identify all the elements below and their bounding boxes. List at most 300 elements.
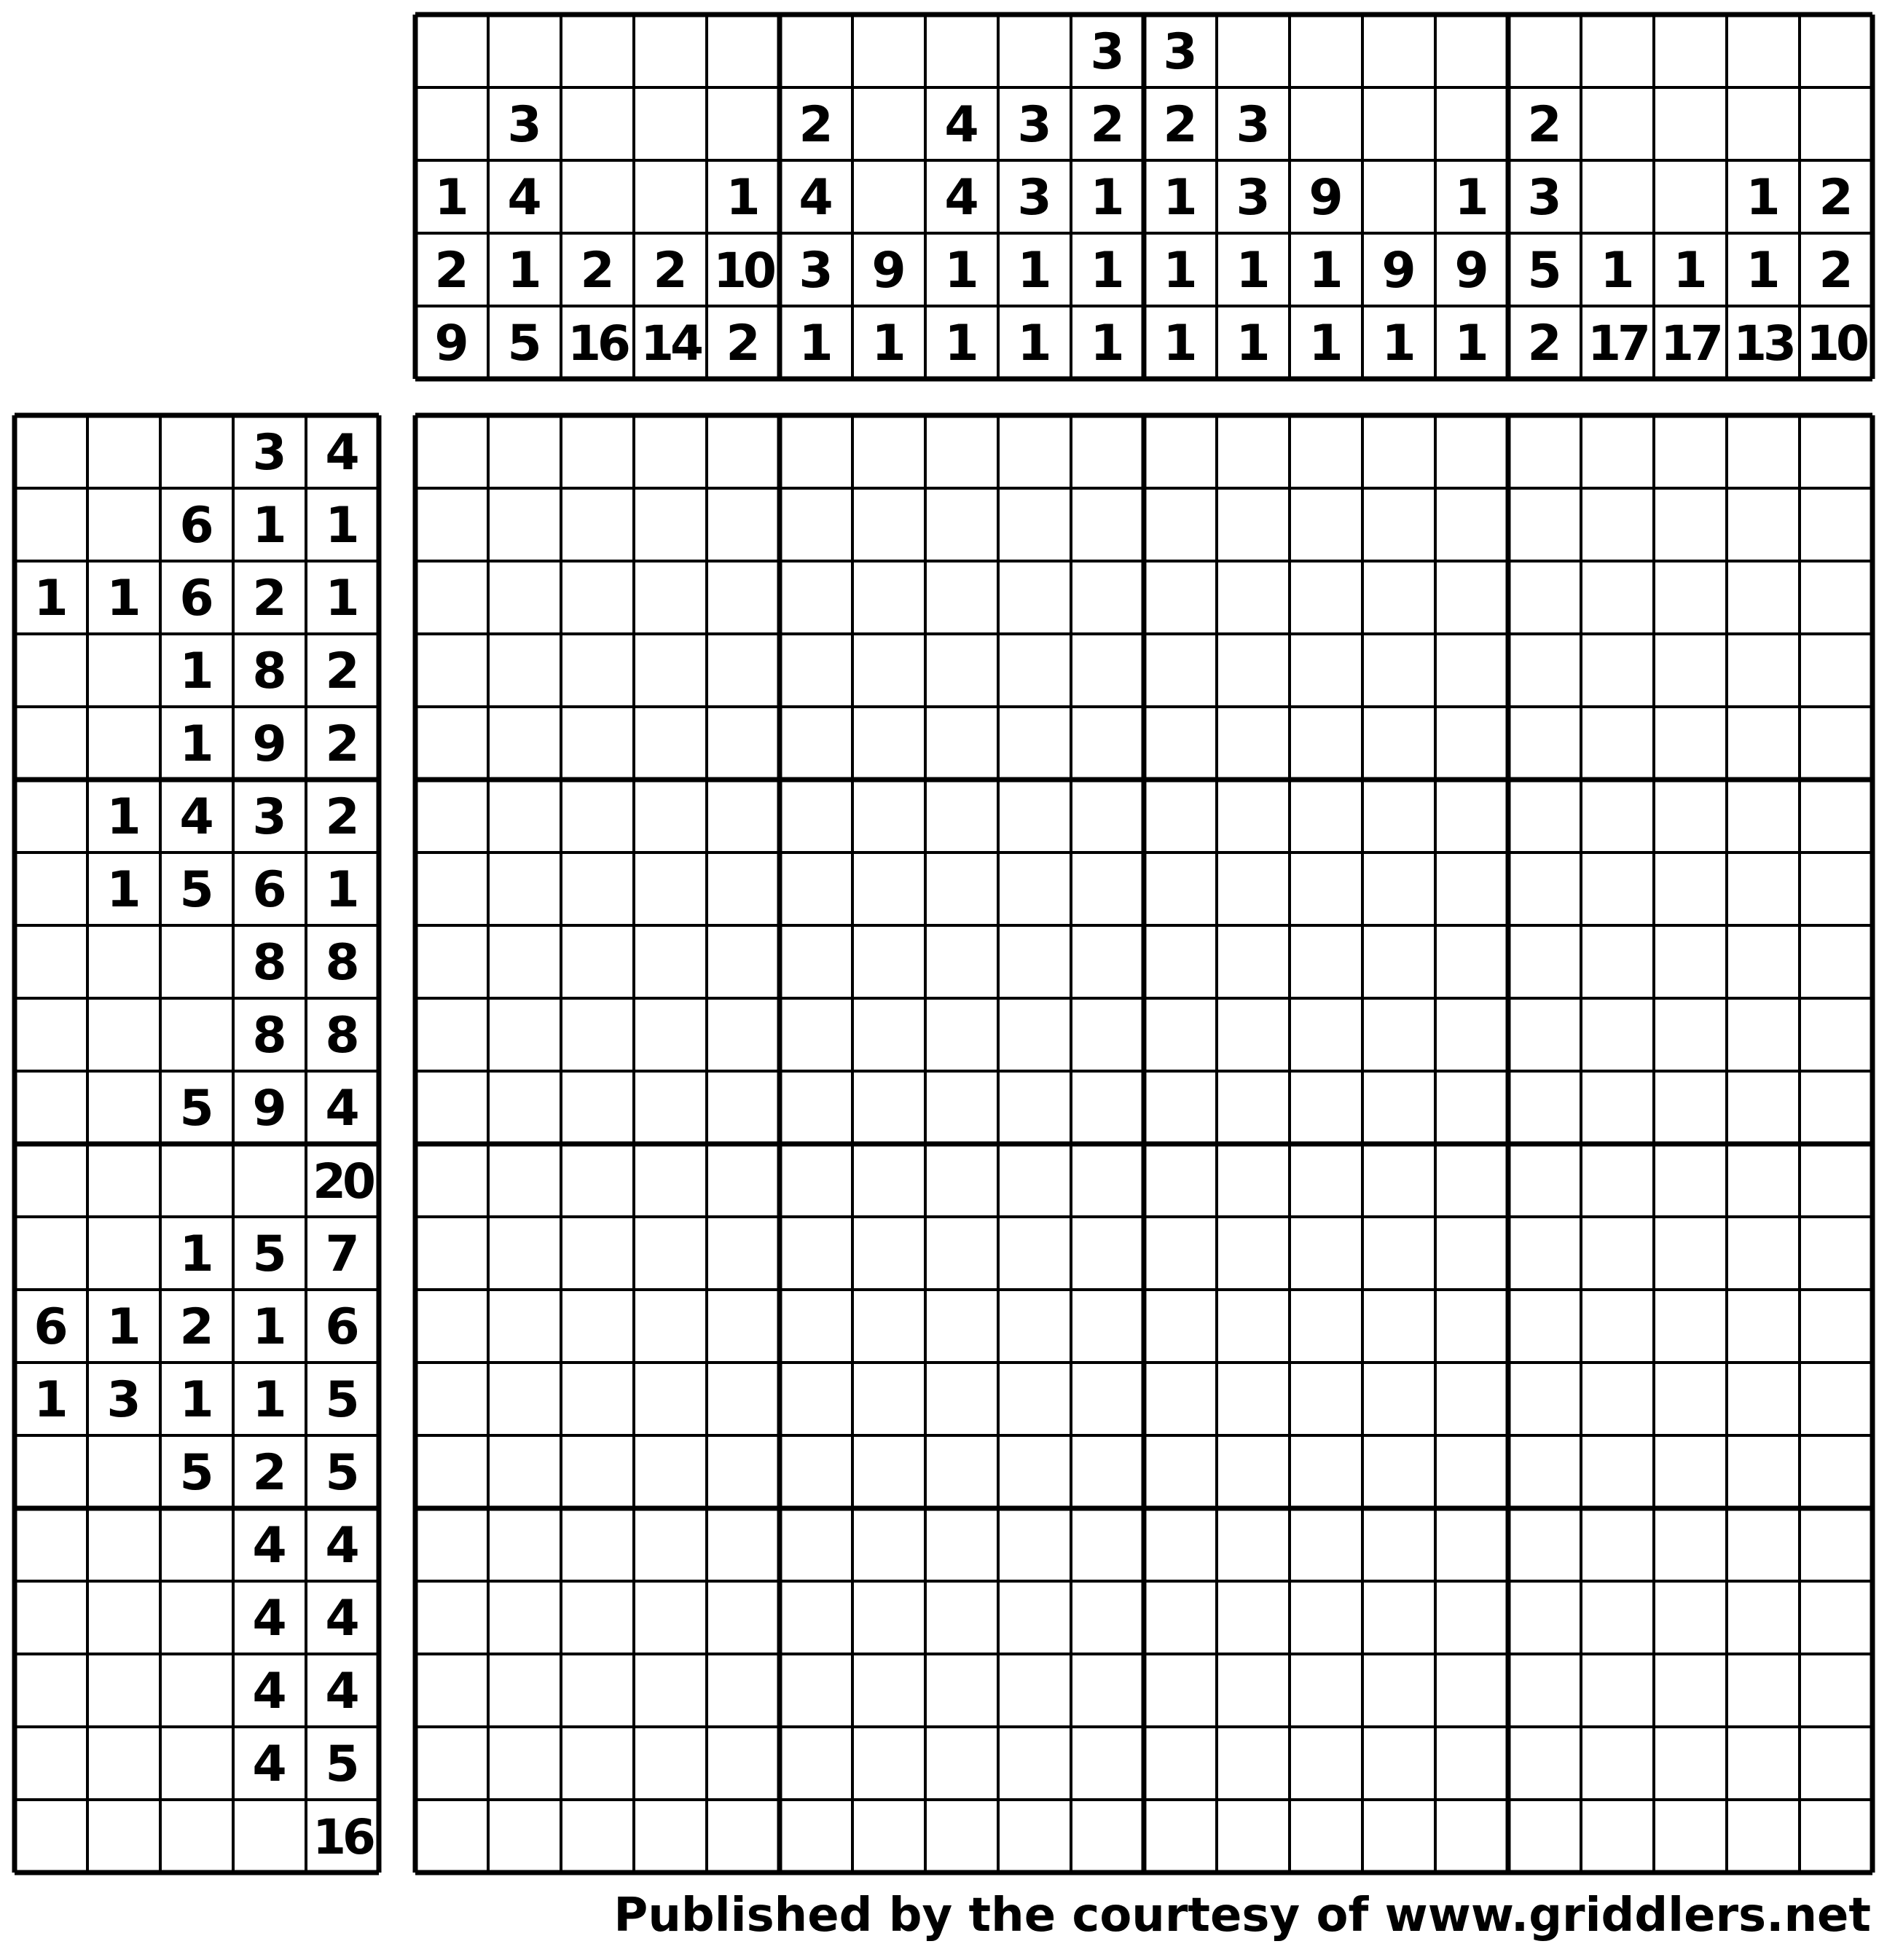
grid-cell[interactable] (561, 707, 634, 780)
grid-cell[interactable] (488, 561, 561, 634)
grid-cell[interactable] (1071, 780, 1144, 852)
grid-cell[interactable] (1508, 852, 1581, 925)
grid-cell[interactable] (1435, 634, 1508, 707)
grid-cell[interactable] (852, 1654, 925, 1727)
grid-cell[interactable] (1435, 1217, 1508, 1290)
grid-cell[interactable] (1581, 1727, 1654, 1800)
grid-cell[interactable] (1508, 1435, 1581, 1508)
grid-cell[interactable] (1654, 1144, 1727, 1217)
grid-cell[interactable] (634, 780, 707, 852)
grid-cell[interactable] (1508, 780, 1581, 852)
grid-cell[interactable] (1071, 1144, 1144, 1217)
grid-cell[interactable] (1362, 1217, 1435, 1290)
grid-cell[interactable] (634, 925, 707, 998)
grid-cell[interactable] (488, 1363, 561, 1435)
grid-cell[interactable] (1435, 1654, 1508, 1727)
grid-cell[interactable] (488, 1290, 561, 1363)
grid-cell[interactable] (1217, 1071, 1290, 1144)
grid-cell[interactable] (1362, 852, 1435, 925)
grid-cell[interactable] (998, 1144, 1071, 1217)
grid-cell[interactable] (634, 1800, 707, 1873)
grid-cell[interactable] (780, 1800, 852, 1873)
grid-cell[interactable] (780, 561, 852, 634)
grid-cell[interactable] (634, 998, 707, 1071)
grid-cell[interactable] (1727, 925, 1800, 998)
grid-cell[interactable] (1071, 1508, 1144, 1581)
grid-cell[interactable] (1290, 1508, 1362, 1581)
grid-cell[interactable] (1290, 415, 1362, 488)
grid-cell[interactable] (1362, 1144, 1435, 1217)
grid-cell[interactable] (488, 780, 561, 852)
grid-cell[interactable] (780, 1435, 852, 1508)
grid-cell[interactable] (1727, 488, 1800, 561)
grid-cell[interactable] (1581, 1800, 1654, 1873)
grid-cell[interactable] (1435, 780, 1508, 852)
grid-cell[interactable] (561, 1800, 634, 1873)
grid-cell[interactable] (998, 1217, 1071, 1290)
grid-cell[interactable] (707, 998, 780, 1071)
grid-cell[interactable] (852, 780, 925, 852)
grid-cell[interactable] (488, 1727, 561, 1800)
grid-cell[interactable] (1217, 561, 1290, 634)
grid-cell[interactable] (1581, 1290, 1654, 1363)
grid-cell[interactable] (1362, 1727, 1435, 1800)
grid-cell[interactable] (1144, 1581, 1217, 1654)
grid-cell[interactable] (415, 707, 488, 780)
grid-cell[interactable] (1290, 780, 1362, 852)
grid-cell[interactable] (1727, 1654, 1800, 1727)
grid-cell[interactable] (998, 707, 1071, 780)
grid-cell[interactable] (1144, 1800, 1217, 1873)
grid-cell[interactable] (634, 561, 707, 634)
grid-cell[interactable] (1290, 1654, 1362, 1727)
grid-cell[interactable] (1435, 415, 1508, 488)
grid-cell[interactable] (1800, 1508, 1872, 1581)
grid-cell[interactable] (1800, 1071, 1872, 1144)
grid-cell[interactable] (780, 1727, 852, 1800)
grid-cell[interactable] (1727, 415, 1800, 488)
grid-cell[interactable] (925, 1800, 998, 1873)
grid-cell[interactable] (852, 634, 925, 707)
grid-cell[interactable] (561, 1435, 634, 1508)
grid-cell[interactable] (1071, 707, 1144, 780)
grid-cell[interactable] (1144, 852, 1217, 925)
grid-cell[interactable] (1581, 998, 1654, 1071)
grid-cell[interactable] (780, 852, 852, 925)
grid-cell[interactable] (1071, 1071, 1144, 1144)
grid-cell[interactable] (1362, 561, 1435, 634)
grid-cell[interactable] (634, 1290, 707, 1363)
grid-cell[interactable] (925, 561, 998, 634)
grid-cell[interactable] (634, 1144, 707, 1217)
grid-cell[interactable] (634, 852, 707, 925)
grid-cell[interactable] (415, 1800, 488, 1873)
grid-cell[interactable] (1362, 634, 1435, 707)
grid-cell[interactable] (707, 1508, 780, 1581)
grid-cell[interactable] (1290, 1071, 1362, 1144)
grid-cell[interactable] (1435, 852, 1508, 925)
grid-cell[interactable] (1654, 1800, 1727, 1873)
grid-cell[interactable] (852, 1800, 925, 1873)
grid-cell[interactable] (1727, 1435, 1800, 1508)
grid-cell[interactable] (1800, 415, 1872, 488)
grid-cell[interactable] (1144, 998, 1217, 1071)
grid-cell[interactable] (1071, 1581, 1144, 1654)
grid-cell[interactable] (1800, 1800, 1872, 1873)
grid-cell[interactable] (1727, 1363, 1800, 1435)
grid-cell[interactable] (1654, 707, 1727, 780)
grid-cell[interactable] (1217, 415, 1290, 488)
grid-cell[interactable] (925, 634, 998, 707)
grid-cell[interactable] (634, 1363, 707, 1435)
grid-cell[interactable] (1435, 1800, 1508, 1873)
grid-cell[interactable] (1290, 1217, 1362, 1290)
grid-cell[interactable] (1071, 1290, 1144, 1363)
grid-cell[interactable] (1217, 488, 1290, 561)
grid-cell[interactable] (998, 780, 1071, 852)
grid-cell[interactable] (1800, 1654, 1872, 1727)
grid-cell[interactable] (488, 1581, 561, 1654)
grid-cell[interactable] (1727, 1800, 1800, 1873)
grid-cell[interactable] (1508, 1727, 1581, 1800)
grid-cell[interactable] (1508, 998, 1581, 1071)
grid-cell[interactable] (488, 634, 561, 707)
grid-cell[interactable] (1290, 1800, 1362, 1873)
grid-cell[interactable] (1508, 1800, 1581, 1873)
grid-cell[interactable] (1362, 1290, 1435, 1363)
grid-cell[interactable] (998, 1290, 1071, 1363)
grid-cell[interactable] (1508, 1363, 1581, 1435)
grid-cell[interactable] (1800, 852, 1872, 925)
grid-cell[interactable] (780, 1217, 852, 1290)
grid-cell[interactable] (1508, 1508, 1581, 1581)
grid-cell[interactable] (1800, 780, 1872, 852)
grid-cell[interactable] (998, 1727, 1071, 1800)
grid-cell[interactable] (852, 1217, 925, 1290)
grid-cell[interactable] (1435, 1071, 1508, 1144)
grid-cell[interactable] (1581, 852, 1654, 925)
grid-cell[interactable] (1581, 707, 1654, 780)
grid-cell[interactable] (1654, 852, 1727, 925)
grid-cell[interactable] (1071, 998, 1144, 1071)
grid-cell[interactable] (415, 1581, 488, 1654)
grid-cell[interactable] (1727, 1581, 1800, 1654)
grid-cell[interactable] (998, 1800, 1071, 1873)
grid-cell[interactable] (998, 1363, 1071, 1435)
grid-cell[interactable] (1654, 1581, 1727, 1654)
grid-cell[interactable] (1144, 1654, 1217, 1727)
grid-cell[interactable] (634, 1654, 707, 1727)
grid-cell[interactable] (1071, 415, 1144, 488)
grid-cell[interactable] (1581, 1508, 1654, 1581)
grid-cell[interactable] (634, 1581, 707, 1654)
grid-cell[interactable] (1362, 488, 1435, 561)
grid-cell[interactable] (1362, 780, 1435, 852)
grid-cell[interactable] (415, 1217, 488, 1290)
grid-cell[interactable] (1290, 561, 1362, 634)
grid-cell[interactable] (707, 561, 780, 634)
grid-cell[interactable] (998, 1654, 1071, 1727)
grid-cell[interactable] (488, 415, 561, 488)
grid-cell[interactable] (852, 1727, 925, 1800)
grid-cell[interactable] (925, 1508, 998, 1581)
grid-cell[interactable] (1727, 1508, 1800, 1581)
grid-cell[interactable] (852, 488, 925, 561)
grid-cell[interactable] (1800, 1363, 1872, 1435)
grid-cell[interactable] (415, 852, 488, 925)
grid-cell[interactable] (1800, 634, 1872, 707)
grid-cell[interactable] (1217, 1654, 1290, 1727)
grid-cell[interactable] (1071, 1217, 1144, 1290)
grid-cell[interactable] (780, 1654, 852, 1727)
grid-cell[interactable] (707, 780, 780, 852)
grid-cell[interactable] (488, 852, 561, 925)
grid-cell[interactable] (925, 415, 998, 488)
grid-cell[interactable] (998, 1071, 1071, 1144)
grid-cell[interactable] (1071, 1800, 1144, 1873)
grid-cell[interactable] (561, 561, 634, 634)
grid-cell[interactable] (1581, 1217, 1654, 1290)
grid-cell[interactable] (1654, 415, 1727, 488)
grid-cell[interactable] (780, 1144, 852, 1217)
grid-cell[interactable] (925, 1144, 998, 1217)
grid-cell[interactable] (852, 925, 925, 998)
grid-cell[interactable] (1217, 852, 1290, 925)
grid-cell[interactable] (1217, 634, 1290, 707)
grid-cell[interactable] (561, 1217, 634, 1290)
grid-cell[interactable] (634, 415, 707, 488)
grid-cell[interactable] (780, 1581, 852, 1654)
grid-cell[interactable] (415, 1363, 488, 1435)
grid-cell[interactable] (707, 1144, 780, 1217)
grid-cell[interactable] (561, 1581, 634, 1654)
grid-cell[interactable] (852, 415, 925, 488)
grid-cell[interactable] (1800, 488, 1872, 561)
grid-cell[interactable] (707, 1290, 780, 1363)
grid-cell[interactable] (1362, 1508, 1435, 1581)
grid-cell[interactable] (1727, 1217, 1800, 1290)
grid-cell[interactable] (1217, 1363, 1290, 1435)
grid-cell[interactable] (488, 488, 561, 561)
grid-cell[interactable] (1217, 1800, 1290, 1873)
grid-cell[interactable] (998, 925, 1071, 998)
grid-cell[interactable] (852, 1581, 925, 1654)
grid-cell[interactable] (1362, 1800, 1435, 1873)
grid-cell[interactable] (634, 488, 707, 561)
grid-cell[interactable] (634, 634, 707, 707)
grid-cell[interactable] (415, 1435, 488, 1508)
grid-cell[interactable] (561, 998, 634, 1071)
grid-cell[interactable] (998, 852, 1071, 925)
grid-cell[interactable] (998, 1508, 1071, 1581)
grid-cell[interactable] (1727, 1727, 1800, 1800)
grid-cell[interactable] (1581, 1071, 1654, 1144)
grid-cell[interactable] (1581, 561, 1654, 634)
grid-cell[interactable] (415, 1654, 488, 1727)
grid-cell[interactable] (707, 1654, 780, 1727)
grid-cell[interactable] (925, 707, 998, 780)
grid-cell[interactable] (1217, 1144, 1290, 1217)
grid-cell[interactable] (1071, 561, 1144, 634)
grid-cell[interactable] (415, 1508, 488, 1581)
grid-cell[interactable] (415, 1727, 488, 1800)
grid-cell[interactable] (1290, 1435, 1362, 1508)
grid-cell[interactable] (707, 415, 780, 488)
grid-cell[interactable] (707, 1435, 780, 1508)
grid-cell[interactable] (1508, 1071, 1581, 1144)
grid-cell[interactable] (925, 1290, 998, 1363)
grid-cell[interactable] (780, 998, 852, 1071)
grid-cell[interactable] (852, 707, 925, 780)
grid-cell[interactable] (707, 925, 780, 998)
grid-cell[interactable] (415, 925, 488, 998)
grid-cell[interactable] (1071, 1654, 1144, 1727)
grid-cell[interactable] (1727, 780, 1800, 852)
grid-cell[interactable] (1654, 1654, 1727, 1727)
grid-cell[interactable] (998, 415, 1071, 488)
grid-cell[interactable] (1071, 1435, 1144, 1508)
grid-cell[interactable] (707, 707, 780, 780)
grid-cell[interactable] (707, 852, 780, 925)
grid-cell[interactable] (1581, 1363, 1654, 1435)
grid-cell[interactable] (1508, 925, 1581, 998)
grid-cell[interactable] (1217, 780, 1290, 852)
grid-cell[interactable] (925, 1071, 998, 1144)
grid-cell[interactable] (1217, 998, 1290, 1071)
grid-cell[interactable] (1071, 852, 1144, 925)
grid-cell[interactable] (1800, 925, 1872, 998)
grid-cell[interactable] (1508, 488, 1581, 561)
grid-cell[interactable] (634, 707, 707, 780)
grid-cell[interactable] (1362, 925, 1435, 998)
grid-cell[interactable] (852, 1144, 925, 1217)
grid-cell[interactable] (1435, 707, 1508, 780)
grid-cell[interactable] (561, 1363, 634, 1435)
grid-cell[interactable] (852, 998, 925, 1071)
grid-cell[interactable] (561, 488, 634, 561)
grid-cell[interactable] (1435, 1727, 1508, 1800)
grid-cell[interactable] (1800, 1435, 1872, 1508)
grid-cell[interactable] (1362, 1071, 1435, 1144)
grid-cell[interactable] (1435, 1581, 1508, 1654)
grid-cell[interactable] (1144, 1435, 1217, 1508)
grid-cell[interactable] (925, 1727, 998, 1800)
grid-cell[interactable] (1800, 1290, 1872, 1363)
grid-cell[interactable] (707, 1363, 780, 1435)
grid-cell[interactable] (1435, 1290, 1508, 1363)
grid-cell[interactable] (1435, 1144, 1508, 1217)
grid-cell[interactable] (488, 1071, 561, 1144)
grid-cell[interactable] (1362, 1435, 1435, 1508)
grid-cell[interactable] (852, 1290, 925, 1363)
grid-cell[interactable] (488, 707, 561, 780)
grid-cell[interactable] (707, 1217, 780, 1290)
grid-cell[interactable] (1290, 707, 1362, 780)
grid-cell[interactable] (1217, 1217, 1290, 1290)
grid-cell[interactable] (1581, 1654, 1654, 1727)
grid-cell[interactable] (1144, 1363, 1217, 1435)
grid-cell[interactable] (415, 561, 488, 634)
grid-cell[interactable] (1654, 1435, 1727, 1508)
grid-cell[interactable] (707, 634, 780, 707)
grid-cell[interactable] (780, 1071, 852, 1144)
grid-cell[interactable] (1508, 1144, 1581, 1217)
grid-cell[interactable] (488, 998, 561, 1071)
grid-cell[interactable] (415, 488, 488, 561)
grid-cell[interactable] (1290, 1363, 1362, 1435)
grid-cell[interactable] (1144, 1290, 1217, 1363)
grid-cell[interactable] (780, 415, 852, 488)
grid-cell[interactable] (561, 780, 634, 852)
grid-cell[interactable] (1290, 925, 1362, 998)
grid-cell[interactable] (561, 415, 634, 488)
grid-cell[interactable] (1290, 852, 1362, 925)
grid-cell[interactable] (415, 415, 488, 488)
grid-cell[interactable] (925, 1654, 998, 1727)
grid-cell[interactable] (1654, 925, 1727, 998)
grid-cell[interactable] (1217, 925, 1290, 998)
grid-cell[interactable] (925, 1363, 998, 1435)
grid-cell[interactable] (415, 1144, 488, 1217)
grid-cell[interactable] (1727, 1290, 1800, 1363)
grid-cell[interactable] (1435, 1435, 1508, 1508)
grid-cell[interactable] (1144, 707, 1217, 780)
grid-cell[interactable] (852, 561, 925, 634)
grid-cell[interactable] (1581, 1435, 1654, 1508)
grid-cell[interactable] (1290, 1727, 1362, 1800)
grid-cell[interactable] (1654, 1290, 1727, 1363)
grid-cell[interactable] (561, 1727, 634, 1800)
grid-cell[interactable] (1144, 634, 1217, 707)
grid-cell[interactable] (780, 780, 852, 852)
grid-cell[interactable] (1071, 1363, 1144, 1435)
grid-cell[interactable] (1727, 1144, 1800, 1217)
grid-cell[interactable] (780, 634, 852, 707)
grid-cell[interactable] (707, 1727, 780, 1800)
grid-cell[interactable] (1727, 707, 1800, 780)
grid-cell[interactable] (1290, 1144, 1362, 1217)
grid-cell[interactable] (561, 1654, 634, 1727)
grid-cell[interactable] (1800, 1217, 1872, 1290)
grid-cell[interactable] (488, 1435, 561, 1508)
grid-cell[interactable] (1508, 1581, 1581, 1654)
grid-cell[interactable] (561, 852, 634, 925)
grid-cell[interactable] (1654, 634, 1727, 707)
grid-cell[interactable] (415, 1290, 488, 1363)
grid-cell[interactable] (1144, 1508, 1217, 1581)
grid-cell[interactable] (1144, 561, 1217, 634)
grid-cell[interactable] (1217, 707, 1290, 780)
grid-cell[interactable] (1654, 998, 1727, 1071)
grid-cell[interactable] (1071, 488, 1144, 561)
grid-cell[interactable] (1217, 1290, 1290, 1363)
grid-cell[interactable] (925, 1581, 998, 1654)
grid-cell[interactable] (1362, 415, 1435, 488)
grid-cell[interactable] (1217, 1581, 1290, 1654)
grid-cell[interactable] (1581, 415, 1654, 488)
grid-cell[interactable] (1435, 998, 1508, 1071)
grid-cell[interactable] (1290, 998, 1362, 1071)
grid-cell[interactable] (998, 561, 1071, 634)
grid-cell[interactable] (1800, 561, 1872, 634)
grid-cell[interactable] (852, 1508, 925, 1581)
grid-cell[interactable] (561, 1144, 634, 1217)
grid-cell[interactable] (1144, 1727, 1217, 1800)
grid-cell[interactable] (1144, 925, 1217, 998)
grid-cell[interactable] (925, 998, 998, 1071)
grid-cell[interactable] (1581, 1144, 1654, 1217)
grid-cell[interactable] (1654, 488, 1727, 561)
